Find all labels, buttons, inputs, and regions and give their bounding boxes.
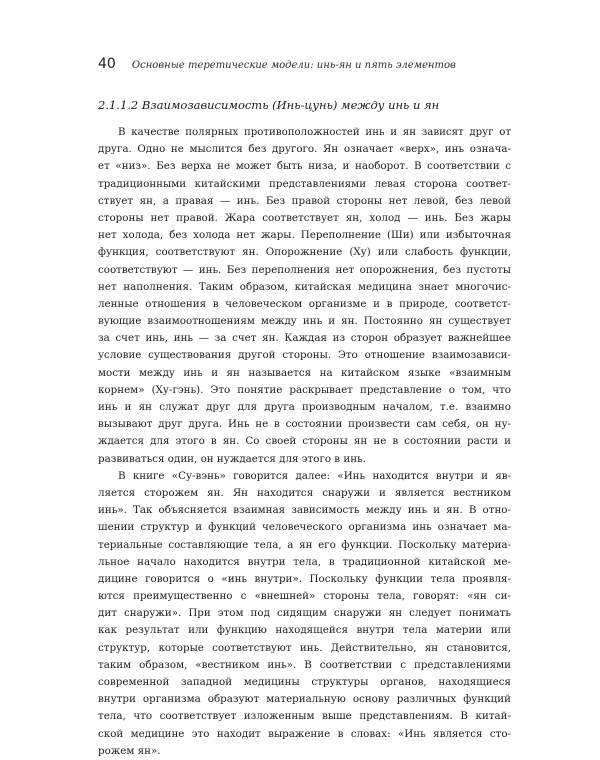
text-line: В книге «Су-вэнь» говорится далее: «Инь находится внутри и яв- [118,469,511,482]
body-text [98,124,511,760]
page-number: 40 [98,56,116,72]
text-line: развиваться один, он нуждается для этого в инь. [98,452,366,465]
text-line: корнем» (Ху-гэнь). Это понятие раскрывает представление о том, что [98,383,511,396]
text-line: ются преимущественно с «внешней» стороны тела, говорят: «ян си- [98,590,511,603]
text-line: ждается для этого в ян. Со своей стороны ян не в состоянии расти и [98,435,511,448]
text-line: стороны нет правой. Жара соответствует ян, холод — инь. Без жары [98,211,511,224]
text-line: териальные составляющие тела, а ян его функции. Поскольку материа- [98,538,511,551]
text-line: таким образом, «вестником инь». В соответствии с представлениями [98,658,511,671]
text-line: дит снаружи». При этом под сидящим снаружи ян следует понимать [98,607,511,620]
text-line: ствует ян, а правая — инь. Без правой стороны нет левой, без левой [98,194,511,207]
text-line: современной западной медицины структуры органов, находящиеся [98,676,511,688]
text-line: инь и ян служат друг для друга производным началом, т.е. взаимно [98,401,511,413]
text-line: тела, что соответствует изложенным выше представлениям. В китай- [98,710,511,723]
section-heading: 2.1.1.2 Взаимозависимость (Инь-цунь) между инь и ян [98,98,440,112]
text-line: ской медицине это находит выражение в словах: «Инь является сто- [98,727,511,740]
text-line: нет наполнения. Таким образом, китайская медицина знает многочис- [98,280,511,293]
text-line: за счет инь, инь — за счет ян. Каждая из сторон образует важнейшее [98,332,511,345]
text-line: внутри организма образуют материальную основу различных функций [98,693,511,706]
text-line: шении структур и функций человеческого организма инь означает ма- [98,521,511,534]
text-line: ляется сторожем ян. Ян находится снаружи и является вестником [98,486,511,499]
text-line: структур, которые соответствуют инь. Действительно, ян становится, [98,641,511,654]
paragraph-1 [98,124,511,468]
text-line: ет «низ». Без верха не может быть низа, и наоборот. В соответствии с [98,160,511,173]
running-title: Основные теретические модели: инь-ян и пять элементов [131,60,456,71]
text-line: как результат или функцию находящейся внутри тела материи или [98,624,511,637]
running-head [98,53,518,73]
text-line: ленные отношения в человеческом организме и в природе, соответст- [98,297,511,310]
text-line: вующие взаимоотношениям между инь и ян. Постоянно ян существует [98,315,511,328]
text-line: мости между инь и ян называется на китайском языке «взаимным [98,366,511,379]
text-line: инь». Так объясняется взаимная зависимость между инь и ян. В отно- [98,504,511,517]
text-line: соответствуют — инь. Без переполнения нет опорожнения, без пустоты [98,263,511,276]
text-line: дицине говорится о «инь внутри». Поскольку функции тела проявля- [98,572,511,585]
text-line: традиционными китайскими представлениями левая сторона соответ- [98,177,511,190]
text-line: вызывают друг друга. Инь не в состоянии произвести сам себя, он ну- [98,418,511,431]
text-line: льное начало находится внутри тела, в традиционной китайской ме- [98,555,511,568]
text-line: нет холода, без холода нет жары. Переполнение (Ши) или избыточная [98,229,511,242]
paragraph-2 [98,468,511,760]
text-line: условие существования другой стороны. Это отношение взаимозависи- [98,349,511,362]
text-line: функция, соответствуют ян. Опорожнение (Ху) или слабость функции, [98,246,511,259]
text-line: рожем ян». [98,744,161,757]
text-line: В качестве полярных противоположностей инь и ян зависят друг от [118,127,511,138]
text-line: друга. Одно не мыслится без другого. Ян означает «верх», инь означа- [98,143,511,156]
